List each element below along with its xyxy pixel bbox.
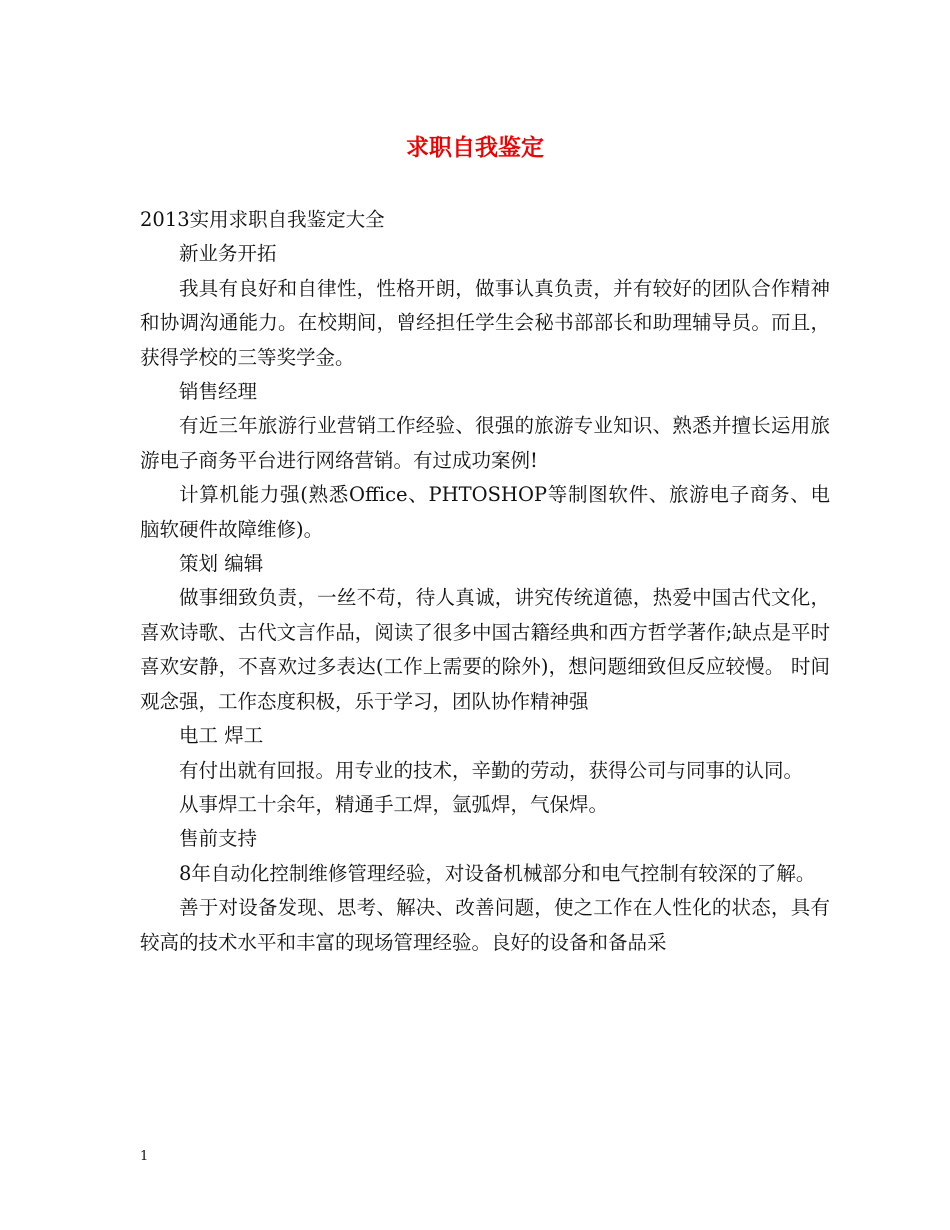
- body-paragraph: 从事焊工十余年，精通手工焊，氩弧焊，气保焊。: [179, 792, 609, 816]
- document-title: 求职自我鉴定: [406, 134, 544, 161]
- body-paragraph: 2013实用求职自我鉴定大全: [140, 208, 385, 231]
- section-heading: 策划 编辑: [179, 552, 264, 576]
- body-paragraph: 善于对设备发现、思考、解决、改善问题，使之工作在人性化的状态，具有较高的技术水平和丰富的现场管理经验。良好的设备和备品采: [140, 896, 830, 954]
- document-body: [140, 203, 830, 960]
- body-paragraph: 计算机能力强(熟悉Office、PHTOSHOP等制图软件、旅游电子商务、电脑软硬件故障维修)。: [140, 483, 830, 541]
- page-number: 1: [140, 1149, 149, 1164]
- section-heading: 售前支持: [179, 827, 258, 851]
- section-heading: 新业务开拓: [179, 242, 277, 266]
- body-paragraph: 有近三年旅游行业营销工作经验、很强的旅游专业知识、熟悉并擅长运用旅游电子商务平台进行网络营销。有过成功案例!: [140, 414, 830, 472]
- section-heading: 销售经理: [179, 380, 258, 404]
- section-heading: 电工 焊工: [179, 724, 264, 748]
- body-paragraph: 我具有良好和自律性，性格开朗，做事认真负责，并有较好的团队合作精神和协调沟通能力。在校期间，曾经担任学生会秘书部部长和助理辅导员。而且，获得学校的三等奖学金。: [140, 276, 830, 369]
- body-paragraph: 有付出就有回报。用专业的技术，辛勤的劳动，获得公司与同事的认同。: [179, 758, 804, 782]
- body-paragraph: 做事细致负责，一丝不苟，待人真诚，讲究传统道德，热爱中国古代文化，喜欢诗歌、古代文言作品，阅读了很多中国古籍经典和西方哲学著作;缺点是平时喜欢安静，不喜欢过多表达(工作上需要的除外)，想问题细致但反应较慢。 时间观念强，工作态度积极，乐于学习，团队协作精神强: [140, 586, 830, 713]
- body-paragraph: 8年自动化控制维修管理经验，对设备机械部分和电气控制有较深的了解。: [179, 861, 816, 885]
